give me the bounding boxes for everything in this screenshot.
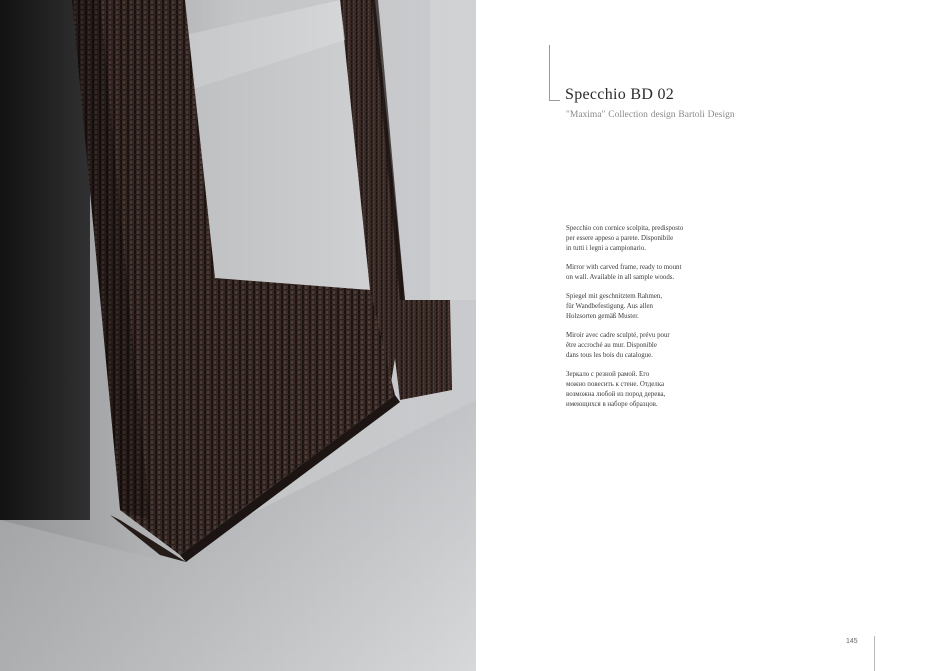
description-german: Spiegel mit geschnitztem Rahmen, für Wandbefestigung. Aus allen Holzsorten gemäß Muster. (566, 293, 663, 320)
product-subtitle: "Maxima" Collection design Bartoli Design (566, 110, 735, 120)
description-french: Miroir avec cadre sculpté, prévu pour être accroché au mur. Disponible dans tous les bois du catalogue. (566, 332, 670, 359)
product-title: Specchio BD 02 (565, 86, 675, 103)
page-rule (874, 636, 875, 671)
title-rule-vertical (549, 45, 550, 101)
product-description (566, 224, 766, 419)
description-english: Mirror with carved frame, ready to mount on wall. Available in all sample woods. (566, 263, 682, 281)
description-russian: Зеркало с резной рамой. Его можно повесить к стене. Отделка возможна любой из пород дерева, имеющихся в наборе образцов. (566, 371, 666, 408)
title-rule-horizontal (549, 100, 560, 101)
page-number: 145 (846, 638, 858, 645)
description-italian: Specchio con cornice scolpita, predisposto per essere appeso a parete. Disponibile in tutti i legni a campionario. (566, 225, 684, 252)
